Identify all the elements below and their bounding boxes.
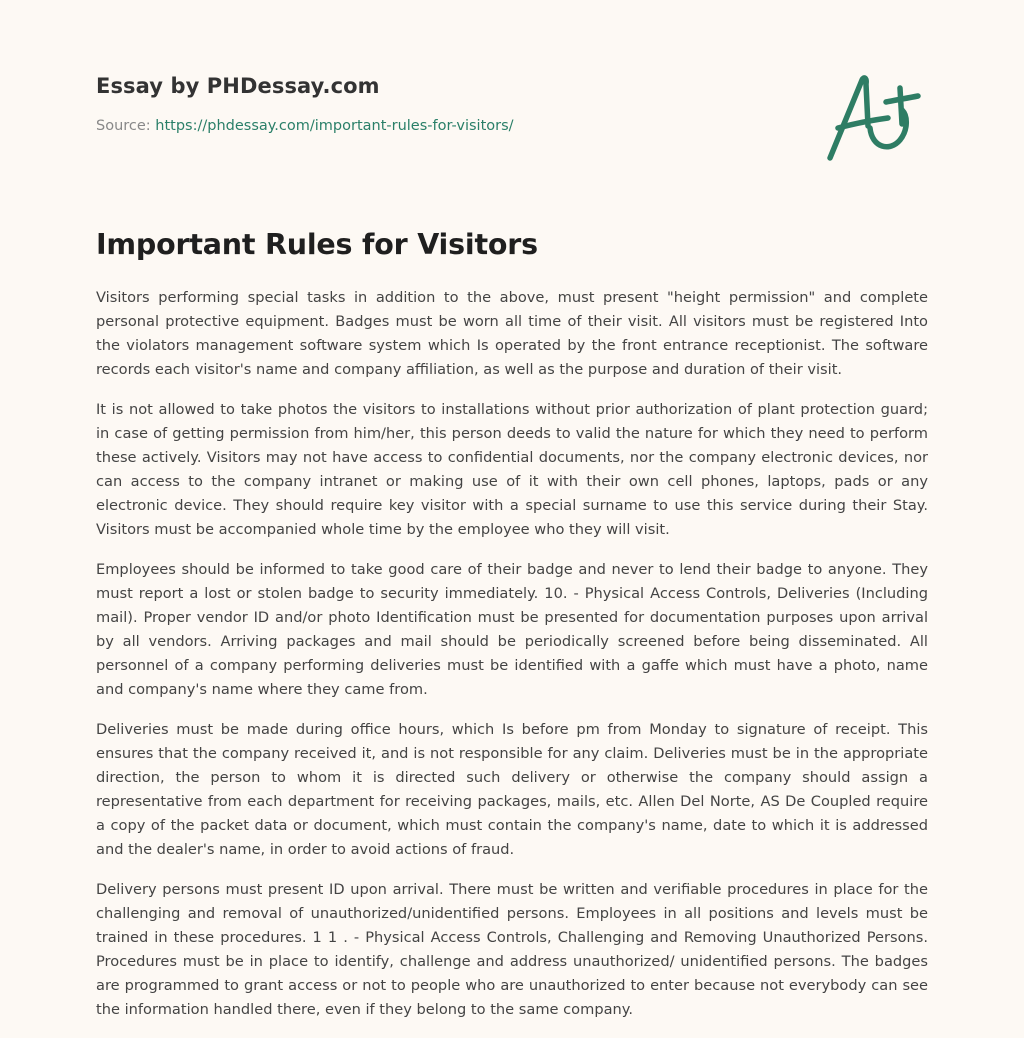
paragraph-2: It is not allowed to take photos the visitors to installations without prior authorization of plant protection guard; in case of getting permission from him/her, this person deeds to valid the nature for which they need to perform these actively. Visitors may not have access to confidential documents, nor the company electronic devices, nor can access to the company intranet or making use of it with their own cell phones, laptops, pads or any electronic device. They should require key visitor with a special surname to use this service during their Stay. Visitors must be accompanied whole time by the employee who they will visit. (96, 401, 928, 538)
paragraph-1: Visitors performing special tasks in addition to the above, must present "height permission" and complete personal protective equipment. Badges must be worn all time of their visit. All visitors must be registered Into the violators management software system which Is operated by the front entrance receptionist. The software records each visitor's name and company affiliation, as well as the purpose and duration of their visit. (96, 289, 928, 378)
paragraph-3: Employees should be informed to take good care of their badge and never to lend their badge to anyone. They must report a lost or stolen badge to security immediately. 10. - Physical Access Controls, Deliveries (Including mail). Proper vendor ID and/or photo Identification must be presented for documentation purposes upon arrival by all vendors. Arriving packages and mail should be periodically screened before being disseminated. All personnel of a company performing deliveries must be identified with a gaffe which must have a photo, name and company's name where they came from. (96, 561, 928, 698)
paragraph-5: Delivery persons must present ID upon arrival. There must be written and verifiable procedures in place for the challenging and removal of unauthorized/unidentified persons. Employees in all positions and levels must be trained in these procedures. 1 1 . - Physical Access Controls, Challenging and Removing Unauthorized Persons. Procedures must be in place to identify, challenge and address unauthorized/ unidentified persons. The badges are programmed to grant access or not to people who are unauthorized to enter because not everybody can see the information handled there, even if they belong to the same company. (96, 881, 928, 1018)
source-line (96, 118, 816, 134)
site-title: Essay by PHDessay.com (96, 74, 380, 98)
paragraph-4: Deliveries must be made during office hours, which Is before pm from Monday to signature of receipt. This ensures that the company received it, and is not responsible for any claim. Deliveries must be in the appropriate direction, the person to whom it is directed such delivery or otherwise the company should assign a representative from each department for receiving packages, mails, etc. Allen Del Norte, AS De Coupled require a copy of the packet data or document, which must contain the company's name, date to which it is addressed and the dealer's name, in order to avoid actions of fraud. (96, 721, 928, 858)
source-label: Source: (96, 118, 151, 134)
source-link[interactable]: https://phdessay.com/important-rules-for-visitors/ (155, 118, 514, 134)
page-header (96, 74, 816, 134)
article-title: Important Rules for Visitors (96, 228, 538, 261)
essay-article (96, 226, 928, 1038)
a-plus-grade-icon (818, 66, 928, 166)
